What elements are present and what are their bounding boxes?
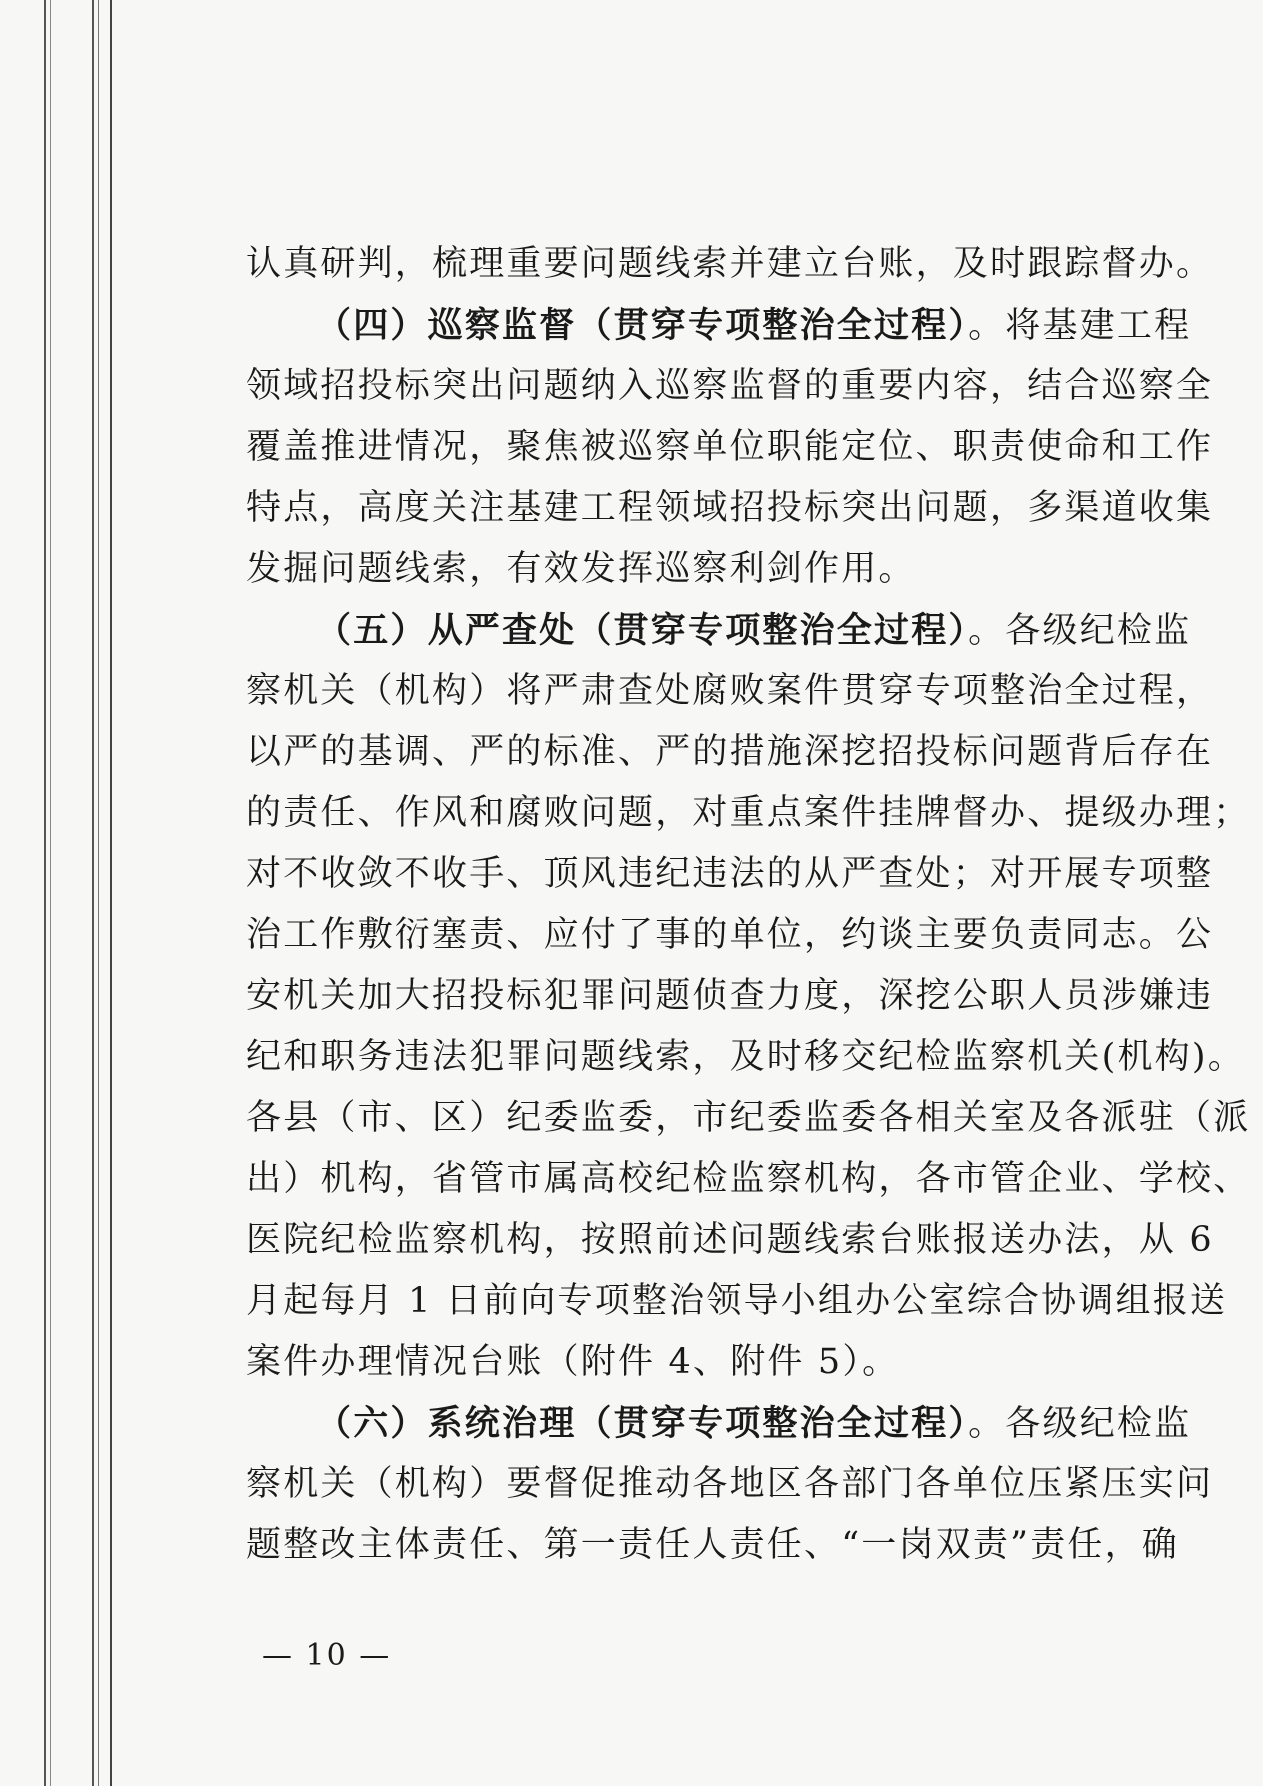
binding-edge — [34, 0, 124, 1786]
page-number: — 10 — — [262, 1638, 392, 1673]
text-line: 特点，高度关注基建工程领域招投标突出问题，多渠道收集 — [246, 488, 1214, 528]
text-line: 月起每月 1 日前向专项整治领导小组办公室综合协调组报送 — [246, 1281, 1228, 1321]
binding-line — [92, 0, 94, 1786]
binding-line — [110, 0, 112, 1786]
text-line: 纪和职务违法犯罪问题线索，及时移交纪检监察机关(机构)。 — [246, 1037, 1245, 1077]
section-heading: （五）从严查处（贯穿专项整治全过程） — [316, 610, 969, 651]
text-line: 认真研判，梳理重要问题线索并建立台账，及时跟踪督办。 — [246, 244, 1214, 284]
text-line: 各县（市、区）纪委监委，市纪委监委各相关室及各派驻（派 — [246, 1098, 1251, 1138]
binding-line — [98, 0, 99, 1786]
text-line: 察机关（机构）要督促推动各地区各部门各单位压紧压实问 — [246, 1464, 1214, 1504]
text-line: 安机关加大招投标犯罪问题侦查力度，深挖公职人员涉嫌违 — [246, 976, 1214, 1016]
text-line: 对不收敛不收手、顶风违纪违法的从严查处；对开展专项整 — [246, 854, 1214, 894]
text-line: 的责任、作风和腐败问题，对重点案件挂牌督办、提级办理； — [246, 793, 1251, 833]
section-heading: （四）巡察监督（贯穿专项整治全过程） — [316, 305, 969, 346]
binding-line — [50, 0, 51, 1786]
text-line: 领域招投标突出问题纳入巡察监督的重要内容，结合巡察全 — [246, 366, 1214, 406]
text-line: 发掘问题线索，有效发挥巡察利剑作用。 — [246, 549, 916, 589]
binding-line — [44, 0, 46, 1786]
text-line: 出）机构，省管市属高校纪检监察机构，各市管企业、学校、 — [246, 1159, 1251, 1199]
text-line: 医院纪检监察机构，按照前述问题线索台账报送办法，从 6 — [246, 1220, 1214, 1260]
text-line: 案件办理情况台账（附件 4、附件 5）。 — [246, 1342, 900, 1382]
text-line: 治工作敷衍塞责、应付了事的单位，约谈主要负责同志。公 — [246, 915, 1214, 955]
text-line: （四）巡察监督（贯穿专项整治全过程）。将基建工程 — [316, 305, 1192, 346]
text-line: 覆盖推进情况，聚焦被巡察单位职能定位、职责使命和工作 — [246, 427, 1214, 467]
text-line: （六）系统治理（贯穿专项整治全过程）。各级纪检监 — [316, 1403, 1192, 1444]
document-body — [246, 234, 1251, 1576]
text-line: 察机关（机构）将严肃查处腐败案件贯穿专项整治全过程， — [246, 671, 1214, 711]
text-line: 题整改主体责任、第一责任人责任、“一岗双责”责任，确 — [246, 1525, 1179, 1565]
text-line: 以严的基调、严的标准、严的措施深挖招投标问题背后存在 — [246, 732, 1214, 772]
section-heading: （六）系统治理（贯穿专项整治全过程） — [316, 1403, 969, 1444]
text-line: （五）从严查处（贯穿专项整治全过程）。各级纪检监 — [316, 610, 1192, 651]
